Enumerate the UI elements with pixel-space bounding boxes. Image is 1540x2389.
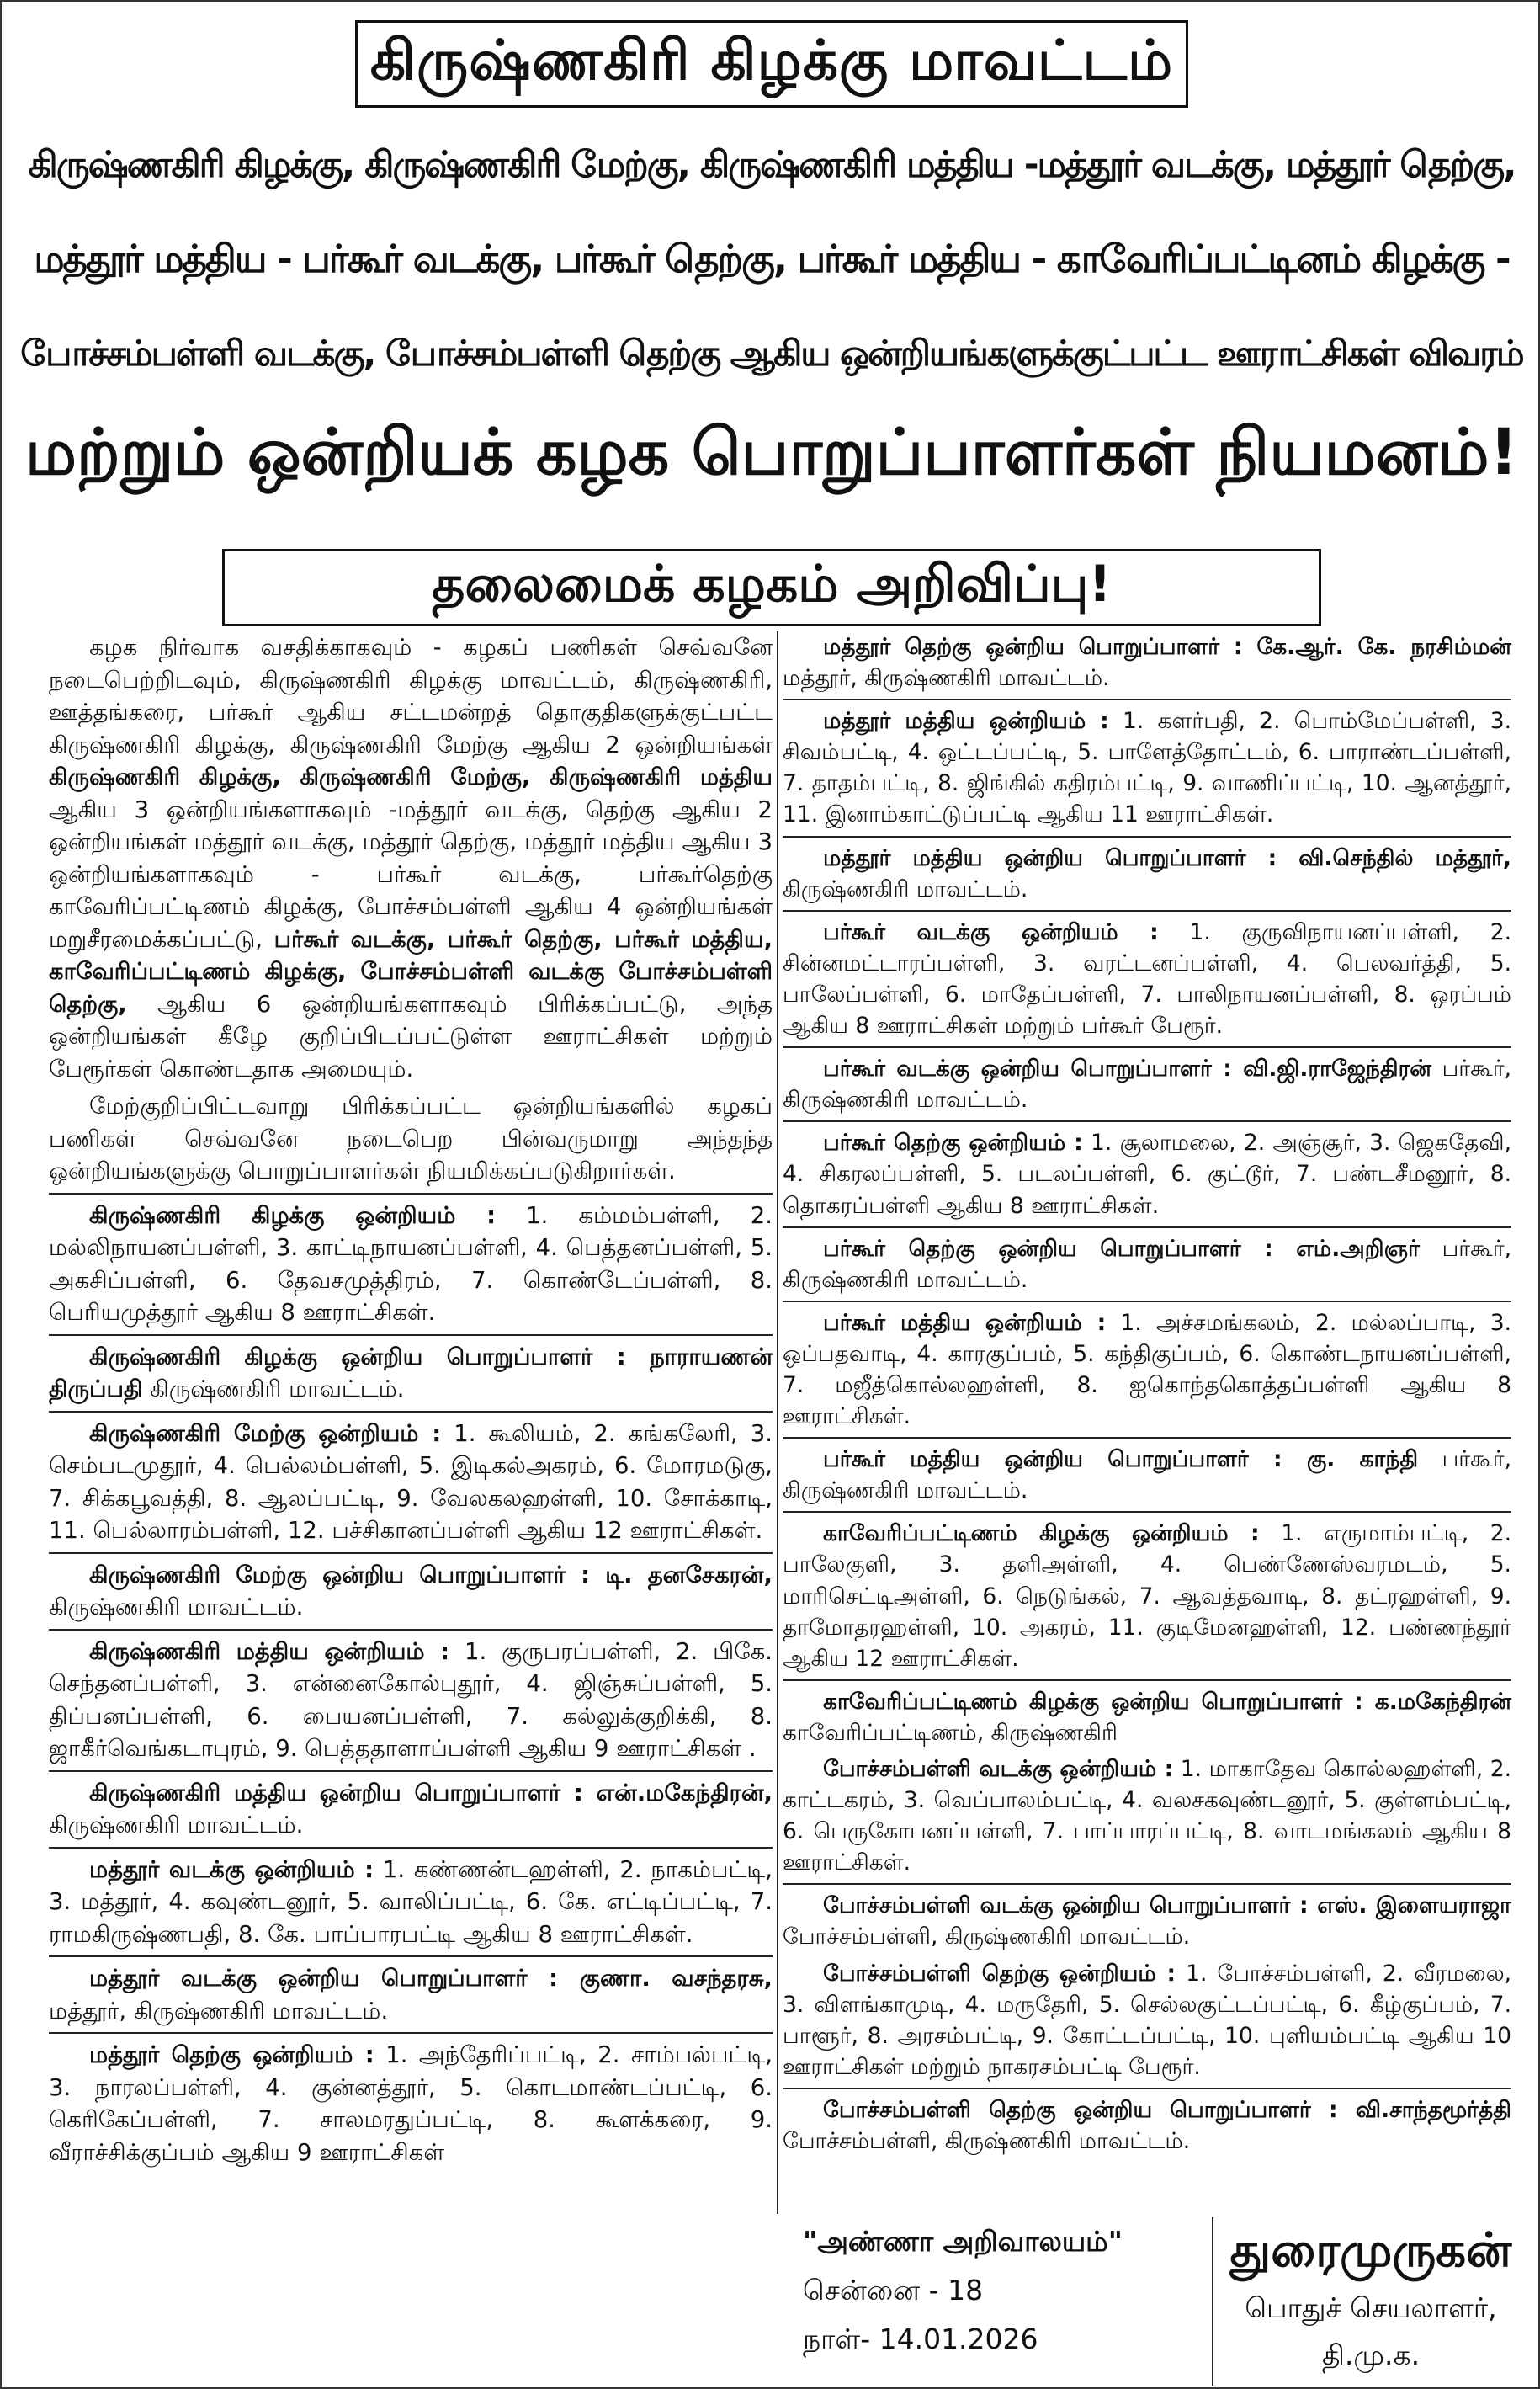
section-divider — [783, 2088, 1511, 2089]
signature-divider — [1212, 2217, 1213, 2386]
mt-south-union: மத்தூர் தெற்கு ஒன்றியம் : 1. அந்தேரிப்பட்டி, 2. சாம்பல்பட்டி, 3. நாரலப்பள்ளி, 4. குன்னத்தூர், 5. கொடமாண்டப்பட்டி, 6. கெரிகேப்பள்ளி, 7. சாலமரதுப்பட்டி, 8. கூளக்கரை, 9. வீராச்சிக்குப்பம் ஆகிய 9 ஊராட்சிகள் — [49, 2041, 773, 2166]
signature-address — [783, 2217, 1212, 2377]
section-divider — [49, 1411, 773, 1413]
section-divider — [783, 836, 1511, 838]
bg-central-union: பர்கூர் மத்திய ஒன்றியம் : 1. அச்சமங்கலம், 2. மல்லப்பாடி, 3. ஒப்பதவாடி, 4. காரகுப்பம், 5. கந்திகுப்பம், 6. கொண்டநாயனப்பள்ளி, 7. மஜீத்கொல்லஹள்ளி, 8. ஐகொந்தகொத்தப்பள்ளி ஆகிய 8 ஊராட்சிகள். — [783, 1309, 1512, 1430]
mt-central-union: மத்தூர் மத்திய ஒன்றியம் : 1. களர்பதி, 2. பொம்மேப்பள்ளி, 3. சிவம்பட்டி, 4. ஒட்டப்பட்டி, 5. பாளேத்தோட்டம், 6. பாராண்டப்பள்ளி, 7. தாதம்பட்டி, 8. ஜிங்கில் கதிரம்பட்டி, 9. வாணிப்பட்டி, 10. ஆனத்தூர், 11. இனாம்காட்டுப்பட்டி ஆகிய 11 ஊராட்சிகள். — [783, 708, 1511, 828]
headline-line-3: போச்சம்பள்ளி வடக்கு, போச்சம்பள்ளி தெற்கு ஆகிய ஒன்றியங்களுக்குட்பட்ட ஊராட்சிகள் விவரம் — [20, 333, 1523, 374]
left-column — [49, 631, 773, 2174]
section-divider — [49, 1334, 773, 1336]
district-title: கிருஷ்ணகிரி கிழக்கு மாவட்டம் — [355, 20, 1188, 108]
section-divider — [783, 1046, 1511, 1048]
section-divider — [783, 1679, 1511, 1681]
signatory — [1215, 2217, 1527, 2377]
section-divider — [49, 1847, 773, 1849]
section-divider — [783, 1120, 1511, 1122]
section-divider — [49, 1955, 773, 1957]
mt-central-incharge: மத்தூர் மத்திய ஒன்றிய பொறுப்பாளர் : வி.செந்தில் மத்தூர், கிருஷ்ணகிரி மாவட்டம். — [783, 844, 1511, 902]
headline-line-1: கிருஷ்ணகிரி கிழக்கு, கிருஷ்ணகிரி மேற்கு, கிருஷ்ணகிரி மத்திய -மத்தூர் வடக்கு, மத்தூர் தெற்கு, — [28, 144, 1516, 186]
kg-west-incharge: கிருஷ்ணகிரி மேற்கு ஒன்றிய பொறுப்பாளர் : டி. தனசேகரன், கிருஷ்ணகிரி மாவட்டம். — [49, 1561, 773, 1620]
section-divider — [783, 1883, 1511, 1885]
section-divider — [49, 1193, 773, 1194]
section-divider — [783, 699, 1511, 700]
kvp-east-union: காவேரிப்பட்டிணம் கிழக்கு ஒன்றியம் : 1. எருமாம்பட்டி, 2. பாலேகுளி, 3. தளிஅள்ளி, 4. பெண்ணேஸ்வரமடம், 5. மாரிசெட்டிஅள்ளி, 6. நெடுங்கல், 7. ஆவத்தவாடி, 8. தட்ரஹள்ளி, 9. தாமோதரஹள்ளி, 10. அகரம், 11. குடிமேனஹள்ளி, 12. பண்ணந்தூர் ஆகிய 12 ஊராட்சிகள். — [783, 1520, 1511, 1672]
right-column — [783, 631, 1511, 2162]
office-city: சென்னை - 18 — [803, 2274, 984, 2307]
kvp-east-incharge: காவேரிப்பட்டிணம் கிழக்கு ஒன்றிய பொறுப்பாளர் : க.மகேந்திரன் காவேரிப்பட்டிணம், கிருஷ்ணகிரி — [783, 1688, 1511, 1746]
kg-central-union: கிருஷ்ணகிரி மத்திய ஒன்றியம் : 1. குருபரப்பள்ளி, 2. பிகே. செந்தனப்பள்ளி, 3. என்னைகோல்புதூர், 4. ஜிஞ்சுப்பள்ளி, 5. திப்பனப்பள்ளி, 6. பையனப்பள்ளி, 7. கல்லுக்குறிக்கி, 8. ஜாகீர்வெங்கடாபுரம், 9. பெத்ததாளாப்பள்ளி ஆகிய 9 ஊராட்சிகள் . — [49, 1637, 773, 1762]
intro-paragraph-1: கழக நிர்வாக வசதிக்காகவும் - கழகப் பணிகள் செவ்வனே நடைபெற்றிடவும், கிருஷ்ணகிரி கிழக்கு மாவட்டம், கிருஷ்ணகிரி, ஊத்தங்கரை, பர்கூர் ஆகிய சட்டமன்றத் தொகுதிகளுக்குட்பட்ட கிருஷ்ணகிரி கிழக்கு, கிருஷ்ணகிரி மேற்கு ஆகிய 2 ஒன்றியங்கள் கிருஷ்ணகிரி கிழக்கு, கிருஷ்ணகிரி மேற்கு, கிருஷ்ணகிரி மத்திய ஆகிய 3 ஒன்றியங்களாகவும் -மத்தூர் வடக்கு, தெற்கு ஆகிய 2 ஒன்றியங்கள் மத்தூர் வடக்கு, மத்தூர் தெற்கு, மத்தூர் மத்திய ஆகிய 3 ஒன்றியங்களாகவும் - பர்கூர் வடக்கு, பர்கூர்தெற்கு காவேரிப்பட்டிணம் கிழக்கு, போச்சம்பள்ளி ஆகிய 4 ஒன்றியங்கள் மறுசீரமைக்கப்பட்டு, பர்கூர் வடக்கு, பர்கூர் தெற்கு, பர்கூர் மத்திய, காவேரிப்பட்டிணம் கிழக்கு, போச்சம்பள்ளி வடக்கு போச்சம்பள்ளி தெற்கு, ஆகிய 6 ஒன்றியங்களாகவும் பிரிக்கப்பட்டு, அந்த ஒன்றியங்கள் கீழே குறிப்பிடப்பட்டுள்ள ஊராட்சிகள் மற்றும் பேரூர்கள் கொண்டதாக அமையும். — [49, 634, 773, 1083]
kg-east-incharge: கிருஷ்ணகிரி கிழக்கு ஒன்றிய பொறுப்பாளர் : நாராயணன் திருப்பதி கிருஷ்ணகிரி மாவட்டம். — [49, 1343, 773, 1402]
headline-line-4: மற்றும் ஒன்றியக் கழக பொறுப்பாளர்கள் நியமனம்! — [24, 414, 1519, 489]
signatory-role: பொதுச் செயலாளர், — [1245, 2291, 1497, 2324]
section-divider — [49, 2032, 773, 2034]
headline — [20, 118, 1523, 503]
pc-south-incharge: போச்சம்பள்ளி தெற்கு ஒன்றிய பொறுப்பாளர் : வி.சாந்தமூர்த்தி போச்சம்பள்ளி, கிருஷ்ணகிரி மாவட்டம். — [783, 2096, 1511, 2155]
column-divider — [777, 631, 778, 2214]
bg-central-incharge: பர்கூர் மத்திய ஒன்றிய பொறுப்பாளர் : கு. காந்தி பர்கூர், கிருஷ்ணகிரி மாவட்டம். — [783, 1446, 1511, 1504]
bg-south-union: பர்கூர் தெற்கு ஒன்றியம் : 1. சூலாமலை, 2. அஞ்சூர், 3. ஜெகதேவி, 4. சிகரலப்பள்ளி, 5. படலப்பள்ளி, 6. குட்டூர், 7. பண்டசீமனூர், 8. தொகரப்பள்ளி ஆகிய 8 ஊராட்சிகள். — [783, 1130, 1511, 1219]
kg-central-incharge: கிருஷ்ணகிரி மத்திய ஒன்றிய பொறுப்பாளர் : என்.மகேந்திரன், கிருஷ்ணகிரி மாவட்டம். — [49, 1779, 773, 1838]
pc-north-union: போச்சம்பள்ளி வடக்கு ஒன்றியம் : 1. மாகாதேவ கொல்லஹள்ளி, 2. காட்டகரம், 3. வெப்பாலம்பட்டி, 4. வலசகவுண்டனூர், 5. குள்ளம்பட்டி, 6. பெருகோபனப்பள்ளி, 7. பாப்பாரப்பட்டி, 8. வாடமங்கலம் ஆகிய 8 ஊராட்சிகள். — [783, 1756, 1511, 1876]
section-divider — [49, 1552, 773, 1554]
notice-date: நாள்- 14.01.2026 — [803, 2322, 1038, 2355]
party-name: தி.மு.க. — [1321, 2338, 1421, 2371]
signatory-name: துரைமுருகன் — [1229, 2223, 1512, 2278]
section-divider — [783, 1437, 1511, 1439]
section-divider — [783, 910, 1511, 912]
mt-north-union: மத்தூர் வடக்கு ஒன்றியம் : 1. கண்ணன்டஹள்ளி, 2. நாகம்பட்டி, 3. மத்தூர், 4. கவுண்டனூர், 5. வாலிப்பட்டி, 6. கே. எட்டிப்பட்டி, 7. ராமகிருஷ்ணபதி, 8. கே. பாப்பாரபட்டி ஆகிய 8 ஊராட்சிகள். — [49, 1855, 773, 1948]
section-divider — [49, 1629, 773, 1631]
mt-north-incharge: மத்தூர் வடக்கு ஒன்றிய பொறுப்பாளர் : குணா. வசந்தரசு, மத்தூர், கிருஷ்ணகிரி மாவட்டம். — [49, 1965, 773, 2025]
section-divider — [49, 1770, 773, 1772]
bg-south-incharge: பர்கூர் தெற்கு ஒன்றிய பொறுப்பாளர் : எம்.அறிஞர் பர்கூர், கிருஷ்ணகிரி மாவட்டம். — [783, 1235, 1511, 1293]
headline-line-2: மத்தூர் மத்திய - பர்கூர் வடக்கு, பர்கூர் தெற்கு, பர்கூர் மத்திய - காவேரிப்பட்டினம் கிழக்கு - — [34, 237, 1510, 281]
pc-north-incharge: போச்சம்பள்ளி வடக்கு ஒன்றிய பொறுப்பாளர் : எஸ். இளையராஜா போச்சம்பள்ளி, கிருஷ்ணகிரி மாவட்டம். — [783, 1892, 1511, 1950]
office-name: "அண்ணா அறிவாலயம்" — [803, 2225, 1123, 2258]
mt-south-incharge: மத்தூர் தெற்கு ஒன்றிய பொறுப்பாளர் : கே.ஆர். கே. நரசிம்மன் மத்தூர், கிருஷ்ணகிரி மாவட்டம். — [783, 634, 1511, 692]
intro-paragraph-2: மேற்குறிப்பிட்டவாறு பிரிக்கப்பட்ட ஒன்றியங்களில் கழகப் பணிகள் செவ்வனே நடைபெற பின்வருமாறு அந்தந்த ஒன்றியங்களுக்கு பொறுப்பாளர்கள் நியமிக்கப்படுகிறார்கள். — [49, 1093, 773, 1184]
kg-west-union: கிருஷ்ணகிரி மேற்கு ஒன்றியம் : 1. கூலியம், 2. கங்கலேரி, 3. செம்படமுதூர், 4. பெல்லம்பள்ளி, 5. இடிகல்அகரம், 6. மோரமடுகு, 7. சிக்கபூவத்தி, 8. ஆலப்பட்டி, 9. வேலகலஹள்ளி, 10. சோக்காடி, 11. பெல்லாரம்பள்ளி, 12. பச்சிகானப்பள்ளி ஆகிய 12 ஊராட்சிகள். — [49, 1419, 773, 1544]
bg-north-incharge: பர்கூர் வடக்கு ஒன்றிய பொறுப்பாளர் : வி.ஜி.ராஜேந்திரன் பர்கூர், கிருஷ்ணகிரி மாவட்டம். — [783, 1056, 1511, 1114]
section-divider — [783, 1301, 1511, 1302]
section-divider — [783, 1226, 1511, 1228]
bg-north-union: பர்கூர் வடக்கு ஒன்றியம் : 1. குருவிநாயனப்பள்ளி, 2. சின்னமட்டாரப்பள்ளி, 3. வரட்டனப்பள்ளி, 4. பெலவர்த்தி, 5. பாலேப்பள்ளி, 6. மாதேப்பள்ளி, 7. பாலிநாயனப்பள்ளி, 8. ஒரப்பம் ஆகிய 8 ஊராட்சிகள் மற்றும் பர்கூர் பேரூர். — [783, 918, 1511, 1040]
section-divider — [783, 1511, 1511, 1513]
notice-title: தலைமைக் கழகம் அறிவிப்பு! — [222, 549, 1321, 626]
kg-east-union: கிருஷ்ணகிரி கிழக்கு ஒன்றியம் : 1. கம்மம்பள்ளி, 2. மல்லிநாயனப்பள்ளி, 3. காட்டிநாயனப்பள்ளி, 4. பெத்தனப்பள்ளி, 5. அகசிப்பள்ளி, 6. தேவசமுத்திரம், 7. கொண்டேப்பள்ளி, 8. பெரியமுத்தூர் ஆகிய 8 ஊராட்சிகள். — [49, 1201, 773, 1326]
pc-south-union: போச்சம்பள்ளி தெற்கு ஒன்றியம் : 1. போச்சம்பள்ளி, 2. வீரமலை, 3. விளங்காமுடி, 4. மருதேரி, 5. செல்லகுட்டப்பட்டி, 6. கீழ்குப்பம், 7. பாளூர், 8. அரசம்பட்டி, 9. கோட்டப்பட்டி, 10. புளியம்பட்டி ஆகிய 10 ஊராட்சிகள் மற்றும் நாகரசம்பட்டி பேரூர். — [783, 1960, 1511, 2080]
